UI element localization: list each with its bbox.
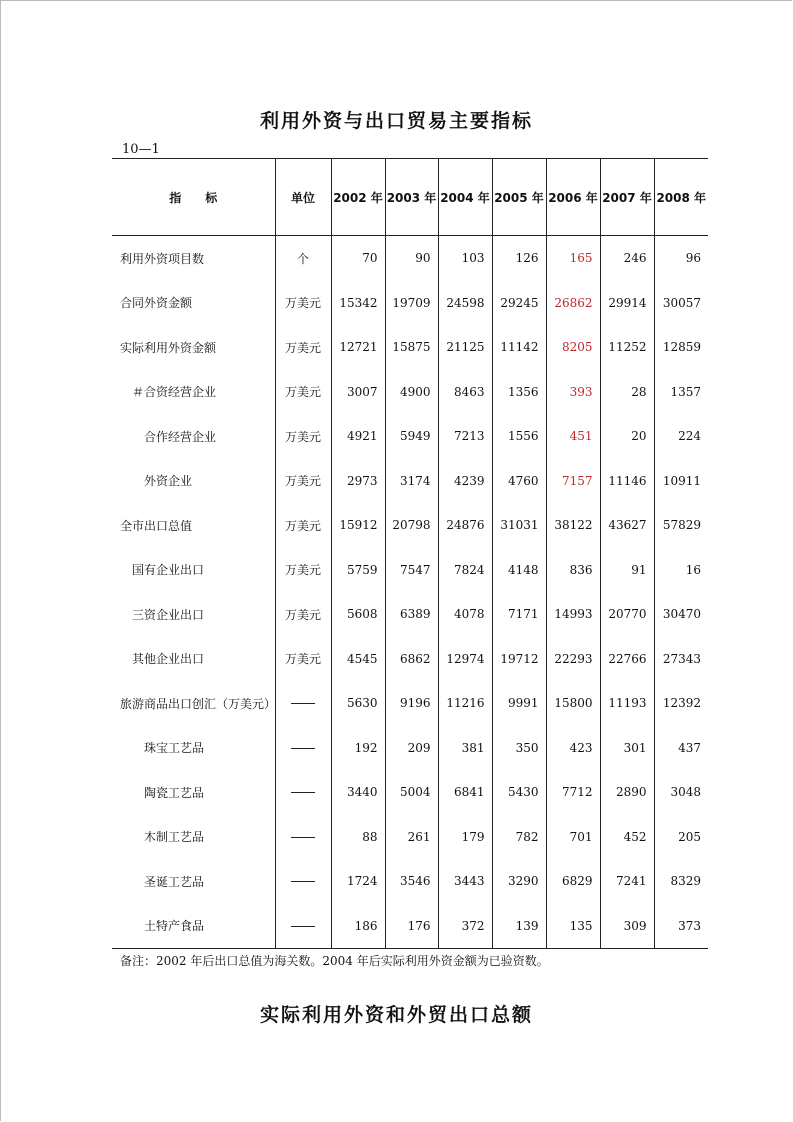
header-year: 2002 年 [331, 159, 385, 236]
value-cell: 5608 [331, 592, 385, 637]
row-label: 合同外资金额 [120, 296, 193, 311]
value-cell: 7712 [546, 770, 600, 815]
value-cell: 10911 [654, 459, 708, 504]
value-cell: 22293 [546, 637, 600, 682]
value-cell: 301 [600, 726, 654, 771]
value-cell: 437 [654, 726, 708, 771]
value-cell: 1556 [492, 414, 546, 459]
value-cell: 16 [654, 548, 708, 593]
value-cell: 3443 [438, 859, 492, 904]
dash-line [291, 926, 315, 927]
unit-dash [275, 904, 331, 949]
value-cell: 24876 [438, 503, 492, 548]
value-cell: 29914 [600, 281, 654, 326]
value-cell: 6862 [385, 637, 438, 682]
table-row [112, 726, 708, 771]
value-cell: 4760 [492, 459, 546, 504]
value-cell: 4239 [438, 459, 492, 504]
value-cell: 126 [492, 236, 546, 281]
table-code: 10—1 [122, 142, 160, 157]
value-cell: 6841 [438, 770, 492, 815]
header-unit: 单位 [275, 159, 331, 236]
row-label: 全市出口总值 [120, 518, 193, 533]
dash-line [291, 881, 315, 882]
value-cell: 5004 [385, 770, 438, 815]
value-cell: 28 [600, 370, 654, 415]
value-cell: 176 [385, 904, 438, 949]
value-cell: 30470 [654, 592, 708, 637]
table-row [112, 548, 708, 593]
row-label: 三资企业出口 [132, 607, 205, 622]
dash-line [291, 792, 315, 793]
value-cell: 20 [600, 414, 654, 459]
header-year: 2007 年 [600, 159, 654, 236]
unit-dash [275, 726, 331, 771]
header-year: 2006 年 [546, 159, 600, 236]
value-cell: 452 [600, 815, 654, 860]
row-label: 实际利用外资金额 [120, 340, 217, 355]
value-cell: 246 [600, 236, 654, 281]
row-unit: 万美元 [275, 592, 331, 637]
value-cell: 135 [546, 904, 600, 949]
value-cell: 4078 [438, 592, 492, 637]
value-cell: 19712 [492, 637, 546, 682]
row-label: 外资企业 [144, 474, 193, 489]
value-cell: 11252 [600, 325, 654, 370]
row-unit: 万美元 [275, 637, 331, 682]
value-cell: 7241 [600, 859, 654, 904]
value-cell: 15800 [546, 681, 600, 726]
value-cell: 15912 [331, 503, 385, 548]
value-cell: 5949 [385, 414, 438, 459]
value-cell: 11193 [600, 681, 654, 726]
value-cell: 7171 [492, 592, 546, 637]
value-cell: 209 [385, 726, 438, 771]
value-cell: 3174 [385, 459, 438, 504]
value-cell: 11142 [492, 325, 546, 370]
value-cell: 21125 [438, 325, 492, 370]
value-cell: 8463 [438, 370, 492, 415]
value-cell: 1724 [331, 859, 385, 904]
indicators-table [112, 158, 708, 949]
value-cell: 3290 [492, 859, 546, 904]
value-cell: 261 [385, 815, 438, 860]
row-unit: 万美元 [275, 325, 331, 370]
value-cell: 90 [385, 236, 438, 281]
value-cell: 4545 [331, 637, 385, 682]
table-body [112, 236, 708, 949]
value-cell: 4921 [331, 414, 385, 459]
value-cell: 6389 [385, 592, 438, 637]
value-cell: 3007 [331, 370, 385, 415]
row-label: 其他企业出口 [132, 652, 205, 667]
table-row [112, 681, 708, 726]
row-label: 珠宝工艺品 [144, 741, 205, 756]
row-unit: 万美元 [275, 414, 331, 459]
value-cell: 372 [438, 904, 492, 949]
value-cell: 2890 [600, 770, 654, 815]
dash-line [291, 837, 315, 838]
value-cell: 26862 [546, 281, 600, 326]
value-cell: 88 [331, 815, 385, 860]
table-row [112, 281, 708, 326]
value-cell: 7213 [438, 414, 492, 459]
row-unit: 万美元 [275, 370, 331, 415]
value-cell: 43627 [600, 503, 654, 548]
value-cell: 4900 [385, 370, 438, 415]
value-cell: 11146 [600, 459, 654, 504]
header-year: 2008 年 [654, 159, 708, 236]
value-cell: 15342 [331, 281, 385, 326]
value-cell: 96 [654, 236, 708, 281]
value-cell: 57829 [654, 503, 708, 548]
value-cell: 29245 [492, 281, 546, 326]
value-cell: 20798 [385, 503, 438, 548]
header-indicator: 指 标 [112, 159, 275, 236]
unit-dash [275, 770, 331, 815]
header-row [112, 159, 708, 236]
value-cell: 8205 [546, 325, 600, 370]
row-label: 土特产食品 [112, 904, 275, 949]
value-cell: 836 [546, 548, 600, 593]
value-cell: 14993 [546, 592, 600, 637]
value-cell: 139 [492, 904, 546, 949]
header-year: 2003 年 [385, 159, 438, 236]
table-row [112, 815, 708, 860]
row-label: 木制工艺品 [144, 830, 205, 845]
table-row [112, 770, 708, 815]
row-unit: 万美元 [275, 459, 331, 504]
value-cell: 12721 [331, 325, 385, 370]
value-cell: 192 [331, 726, 385, 771]
value-cell: 22766 [600, 637, 654, 682]
value-cell: 7824 [438, 548, 492, 593]
table-row [112, 503, 708, 548]
value-cell: 9196 [385, 681, 438, 726]
value-cell: 91 [600, 548, 654, 593]
dash-line [291, 703, 315, 704]
unit-dash [275, 681, 331, 726]
value-cell: 103 [438, 236, 492, 281]
value-cell: 15875 [385, 325, 438, 370]
value-cell: 224 [654, 414, 708, 459]
row-unit: 万美元 [275, 281, 331, 326]
value-cell: 70 [331, 236, 385, 281]
value-cell: 19709 [385, 281, 438, 326]
value-cell: 12974 [438, 637, 492, 682]
value-cell: 393 [546, 370, 600, 415]
value-cell: 7547 [385, 548, 438, 593]
value-cell: 31031 [492, 503, 546, 548]
table-row [112, 325, 708, 370]
row-unit: 个 [275, 236, 331, 281]
header-year: 2004 年 [438, 159, 492, 236]
value-cell: 7157 [546, 459, 600, 504]
table-row [112, 904, 708, 949]
row-label: 圣诞工艺品 [144, 874, 205, 889]
value-cell: 3440 [331, 770, 385, 815]
dash-line [291, 748, 315, 749]
value-cell: 165 [546, 236, 600, 281]
unit-dash [275, 815, 331, 860]
value-cell: 423 [546, 726, 600, 771]
value-cell: 451 [546, 414, 600, 459]
value-cell: 12392 [654, 681, 708, 726]
header-year: 2005 年 [492, 159, 546, 236]
row-unit: 万美元 [275, 503, 331, 548]
value-cell: 205 [654, 815, 708, 860]
value-cell: 30057 [654, 281, 708, 326]
value-cell: 3546 [385, 859, 438, 904]
table-row [112, 414, 708, 459]
value-cell: 27343 [654, 637, 708, 682]
value-cell: 24598 [438, 281, 492, 326]
row-label: 旅游商品出口创汇（万美元） [120, 696, 277, 711]
value-cell: 381 [438, 726, 492, 771]
value-cell: 9991 [492, 681, 546, 726]
table-row [112, 637, 708, 682]
value-cell: 179 [438, 815, 492, 860]
value-cell: 5630 [331, 681, 385, 726]
value-cell: 2973 [331, 459, 385, 504]
table-row [112, 370, 708, 415]
value-cell: 373 [654, 904, 708, 949]
value-cell: 350 [492, 726, 546, 771]
value-cell: 12859 [654, 325, 708, 370]
row-label: 陶瓷工艺品 [144, 785, 205, 800]
table-row [112, 236, 708, 281]
value-cell: 1357 [654, 370, 708, 415]
footnote: 备注：2002 年后出口总值为海关数。2004 年后实际利用外资金额为已验资数。 [120, 954, 549, 968]
value-cell: 5430 [492, 770, 546, 815]
row-label: 国有企业出口 [132, 563, 205, 578]
value-cell: 38122 [546, 503, 600, 548]
row-label: ＃合资经营企业 [132, 385, 217, 400]
value-cell: 3048 [654, 770, 708, 815]
row-unit: 万美元 [275, 548, 331, 593]
value-cell: 1356 [492, 370, 546, 415]
row-label: 利用外资项目数 [120, 251, 205, 266]
value-cell: 186 [331, 904, 385, 949]
unit-dash [275, 859, 331, 904]
value-cell: 782 [492, 815, 546, 860]
table-row [112, 459, 708, 504]
value-cell: 6829 [546, 859, 600, 904]
value-cell: 20770 [600, 592, 654, 637]
value-cell: 4148 [492, 548, 546, 593]
value-cell: 309 [600, 904, 654, 949]
section-title: 实际利用外资和外贸出口总额 [259, 1004, 533, 1026]
row-label: 合作经营企业 [144, 429, 217, 444]
page-title: 利用外资与出口贸易主要指标 [259, 110, 533, 132]
value-cell: 5759 [331, 548, 385, 593]
table-row [112, 592, 708, 637]
value-cell: 8329 [654, 859, 708, 904]
table-row [112, 859, 708, 904]
value-cell: 701 [546, 815, 600, 860]
value-cell: 11216 [438, 681, 492, 726]
